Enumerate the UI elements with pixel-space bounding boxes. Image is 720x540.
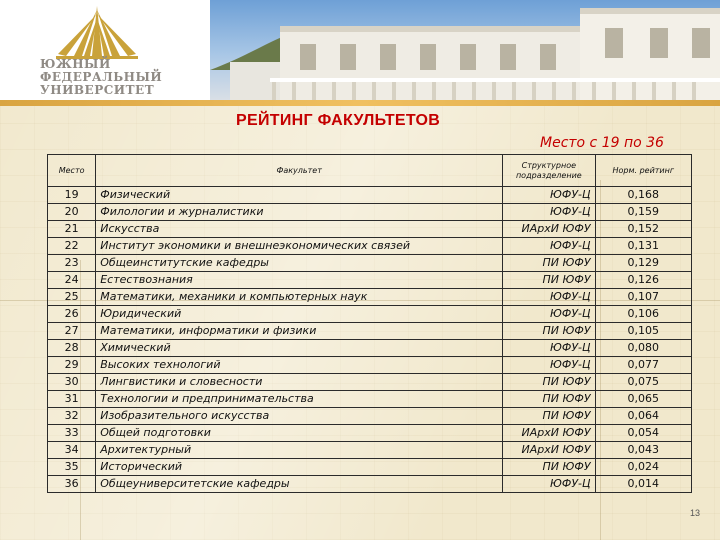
- cell-rating: 0,024: [595, 459, 691, 476]
- table-row: [48, 323, 692, 340]
- table-row: [48, 221, 692, 238]
- cell-division: ПИ ЮФУ: [503, 255, 595, 272]
- page-subtitle: Место с 19 по 36: [540, 135, 664, 151]
- cell-division: ПИ ЮФУ: [503, 391, 595, 408]
- cell-faculty: Математики, механики и компьютерных наук: [96, 289, 503, 306]
- table-row: [48, 340, 692, 357]
- cell-division: ЮФУ-Ц: [503, 289, 595, 306]
- cell-place: 35: [48, 459, 96, 476]
- cell-place: 20: [48, 204, 96, 221]
- cell-place: 26: [48, 306, 96, 323]
- logo-line: ФЕДЕРАЛЬНЫЙ: [40, 70, 163, 84]
- table-row: [48, 425, 692, 442]
- cell-place: 30: [48, 374, 96, 391]
- cell-division: ИАрхИ ЮФУ: [503, 442, 595, 459]
- cell-division: ЮФУ-Ц: [503, 204, 595, 221]
- cell-place: 28: [48, 340, 96, 357]
- table-row: [48, 408, 692, 425]
- cell-faculty: Лингвистики и словесности: [96, 374, 503, 391]
- building-illustration: [210, 0, 720, 100]
- cell-faculty: Искусства: [96, 221, 503, 238]
- cell-division: ЮФУ-Ц: [503, 340, 595, 357]
- table-row: [48, 204, 692, 221]
- university-emblem-icon: [52, 6, 142, 61]
- cell-place: 27: [48, 323, 96, 340]
- cell-rating: 0,080: [595, 340, 691, 357]
- logo-wordmark: [40, 58, 180, 97]
- table-row: [48, 272, 692, 289]
- cell-faculty: Химический: [96, 340, 503, 357]
- header-place: Место: [48, 155, 96, 187]
- cell-division: ЮФУ-Ц: [503, 238, 595, 255]
- cell-rating: 0,152: [595, 221, 691, 238]
- cell-division: ЮФУ-Ц: [503, 476, 595, 493]
- table-row: [48, 255, 692, 272]
- header-division: Структурное подразделение: [503, 155, 595, 187]
- cell-rating: 0,129: [595, 255, 691, 272]
- cell-rating: 0,168: [595, 187, 691, 204]
- table-row: [48, 306, 692, 323]
- table-row: [48, 357, 692, 374]
- cell-rating: 0,077: [595, 357, 691, 374]
- cell-faculty: Естествознания: [96, 272, 503, 289]
- cell-division: ЮФУ-Ц: [503, 306, 595, 323]
- cell-division: ИАрхИ ЮФУ: [503, 425, 595, 442]
- cell-place: 29: [48, 357, 96, 374]
- cell-faculty: Юридический: [96, 306, 503, 323]
- cell-faculty: Общеинститутские кафедры: [96, 255, 503, 272]
- cell-rating: 0,107: [595, 289, 691, 306]
- table-row: [48, 289, 692, 306]
- cell-division: ПИ ЮФУ: [503, 408, 595, 425]
- logo-line: УНИВЕРСИТЕТ: [40, 83, 155, 97]
- cell-faculty: Архитектурный: [96, 442, 503, 459]
- table-row: [48, 238, 692, 255]
- cell-faculty: Изобразительного искусства: [96, 408, 503, 425]
- cell-rating: 0,064: [595, 408, 691, 425]
- table-row: [48, 391, 692, 408]
- building-photo: [210, 0, 720, 100]
- cell-place: 24: [48, 272, 96, 289]
- cell-rating: 0,065: [595, 391, 691, 408]
- cell-place: 36: [48, 476, 96, 493]
- cell-faculty: Технологии и предпринимательства: [96, 391, 503, 408]
- header-faculty: Факультет: [96, 155, 503, 187]
- table-body: [48, 187, 692, 493]
- cell-division: ПИ ЮФУ: [503, 272, 595, 289]
- cell-rating: 0,159: [595, 204, 691, 221]
- table-row: [48, 374, 692, 391]
- cell-division: ЮФУ-Ц: [503, 357, 595, 374]
- cell-place: 21: [48, 221, 96, 238]
- cell-faculty: Филологии и журналистики: [96, 204, 503, 221]
- table-header-row: [48, 155, 692, 187]
- cell-rating: 0,105: [595, 323, 691, 340]
- logo-area: [0, 0, 210, 100]
- cell-rating: 0,014: [595, 476, 691, 493]
- cell-place: 34: [48, 442, 96, 459]
- cell-place: 31: [48, 391, 96, 408]
- page-number: 13: [690, 508, 701, 518]
- cell-faculty: Физический: [96, 187, 503, 204]
- cell-faculty: Общей подготовки: [96, 425, 503, 442]
- cell-rating: 0,043: [595, 442, 691, 459]
- cell-division: ИАрхИ ЮФУ: [503, 221, 595, 238]
- cell-place: 19: [48, 187, 96, 204]
- cell-division: ПИ ЮФУ: [503, 374, 595, 391]
- cell-faculty: Математики, информатики и физики: [96, 323, 503, 340]
- cell-faculty: Общеуниверситетские кафедры: [96, 476, 503, 493]
- cell-rating: 0,131: [595, 238, 691, 255]
- cell-division: ЮФУ-Ц: [503, 187, 595, 204]
- cell-faculty: Институт экономики и внешнеэкономических связей: [96, 238, 503, 255]
- cell-place: 33: [48, 425, 96, 442]
- cell-faculty: Исторический: [96, 459, 503, 476]
- header-rating: Норм. рейтинг: [595, 155, 691, 187]
- page-title: РЕЙТИНГ ФАКУЛЬТЕТОВ: [236, 112, 441, 129]
- cell-faculty: Высоких технологий: [96, 357, 503, 374]
- cell-rating: 0,106: [595, 306, 691, 323]
- header-band: [0, 100, 720, 106]
- cell-place: 22: [48, 238, 96, 255]
- rating-table: [47, 154, 692, 493]
- table-row: [48, 187, 692, 204]
- logo-line: ЮЖНЫЙ: [40, 57, 111, 71]
- cell-place: 32: [48, 408, 96, 425]
- table-row: [48, 442, 692, 459]
- cell-place: 25: [48, 289, 96, 306]
- cell-division: ПИ ЮФУ: [503, 459, 595, 476]
- table-row: [48, 476, 692, 493]
- cell-division: ПИ ЮФУ: [503, 323, 595, 340]
- table-row: [48, 459, 692, 476]
- cell-place: 23: [48, 255, 96, 272]
- cell-rating: 0,054: [595, 425, 691, 442]
- cell-rating: 0,075: [595, 374, 691, 391]
- cell-rating: 0,126: [595, 272, 691, 289]
